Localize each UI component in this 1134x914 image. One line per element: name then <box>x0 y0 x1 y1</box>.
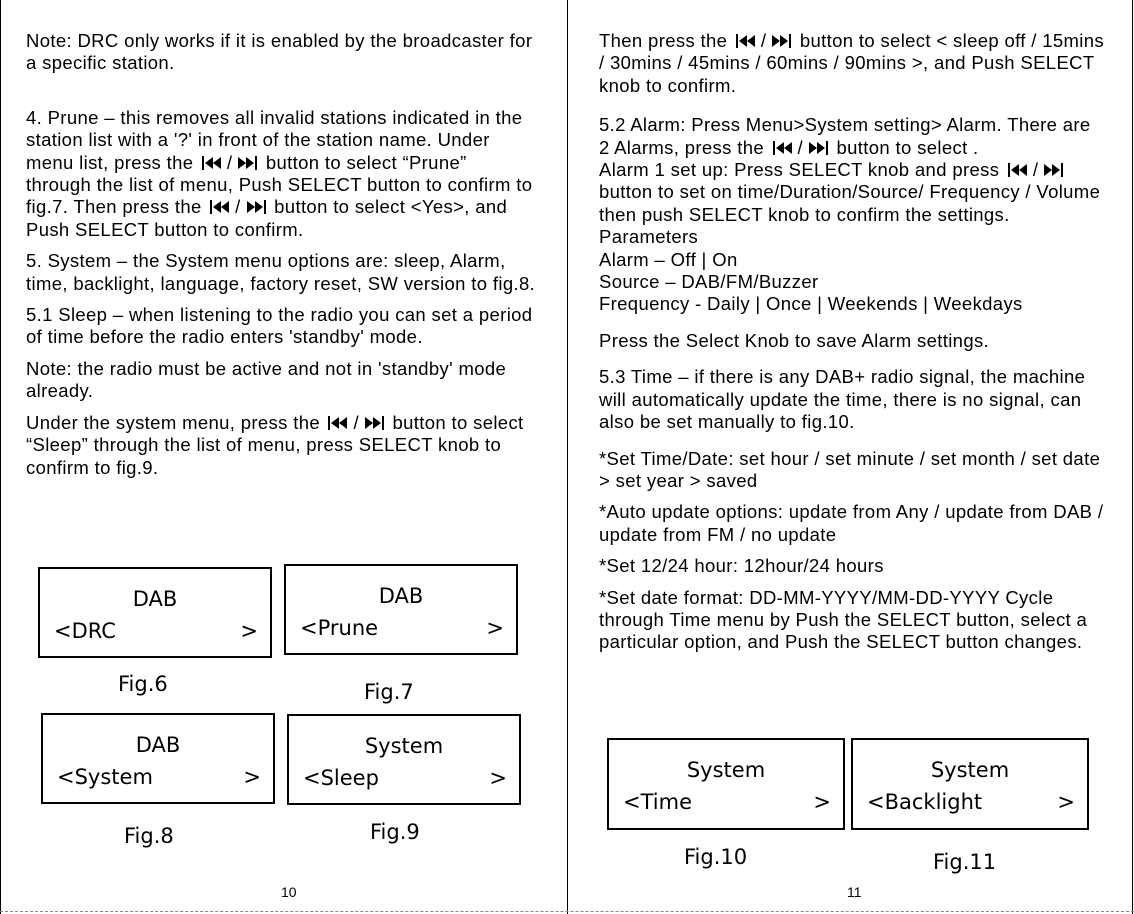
parameters-heading: Parameters <box>599 226 699 248</box>
icon-separator: / <box>226 151 233 173</box>
then-text-b: button to select < sleep off / 15mins / 30mins / 45mins / 60mins / 90mins >, and Push SELECT knob to confirm. <box>599 30 1104 96</box>
skip-back-icon <box>1007 162 1031 178</box>
lcd-title: System <box>364 734 444 758</box>
active-note: Note: the radio must be active and not in 'standby' mode already. <box>26 357 507 402</box>
lcd-arrow: > <box>486 616 504 640</box>
skip-back-icon <box>209 199 233 215</box>
lcd-title: System <box>930 758 1010 782</box>
skip-back-icon <box>735 33 759 49</box>
prune-text-a: 4. Prune – this removes all invalid stations indicated in the station list with a '?' in front of the station name. Under menu list, press the <box>26 106 523 173</box>
under-text-a: Under the system menu, press the <box>26 411 320 433</box>
icon-separator: / <box>235 196 241 218</box>
lcd-title: System <box>686 758 766 782</box>
right-column <box>599 30 1104 663</box>
alarm-text-d: button to set on time/Duration/Source/ Frequency / Volume then push SELECT knob to confirm the settings. <box>599 181 1101 225</box>
page-number-right: 11 <box>847 884 862 900</box>
skip-forward-icon <box>805 140 829 156</box>
set-1224-paragraph: *Set 12/24 hour: 12hour/24 hours <box>599 555 884 577</box>
page-number-left: 10 <box>281 884 297 900</box>
under-system-paragraph <box>26 412 536 479</box>
fig-caption-9: Fig.9 <box>370 820 420 844</box>
lcd-arrow: > <box>240 619 258 643</box>
skip-back-icon <box>327 415 351 431</box>
set-time-paragraph: *Set Time/Date: set hour / set minute / set month / set date > set year > saved <box>599 447 1101 491</box>
under-text-b: button to select “Sleep” through the list of menu, press SELECT knob to confirm to fig.9. <box>26 411 524 478</box>
fig-caption-7: Fig.7 <box>364 680 414 704</box>
lcd-arrow: > <box>243 765 261 789</box>
drc-note: Note: DRC only works if it is enabled by the broadcaster for a specific station. <box>26 30 533 74</box>
param-alarm: Alarm – Off | On <box>599 248 738 270</box>
fig-caption-8: Fig.8 <box>124 824 174 848</box>
lcd-figure-11 <box>851 738 1089 830</box>
lcd-figure-10 <box>607 738 845 830</box>
skip-forward-icon <box>234 155 258 171</box>
lcd-title: DAB <box>135 733 181 757</box>
icon-separator: / <box>353 411 359 433</box>
lcd-figure-8 <box>41 713 275 804</box>
page-divider <box>567 0 568 914</box>
alarm1-paragraph <box>599 159 1104 226</box>
auto-update-paragraph: *Auto update options: update from Any / update from DAB / update from FM / no update <box>599 501 1104 545</box>
prune-text-b: button to select “Prune” through the list of menu, Push SELECT button to confirm to fig.7. Then press the <box>26 151 533 218</box>
param-frequency: Frequency - Daily | Once | Weekends | Weekdays <box>599 293 1023 315</box>
lcd-menu-item: <DRC <box>54 619 116 643</box>
skip-back-icon <box>201 155 225 171</box>
lcd-figure-7 <box>284 564 518 655</box>
alarm-paragraph <box>599 114 1104 159</box>
skip-forward-icon <box>1040 162 1064 178</box>
then-text-a: Then press the <box>599 30 728 51</box>
lcd-menu-item: <Prune <box>300 616 379 640</box>
right-page-edge <box>1132 0 1133 914</box>
lcd-title: DAB <box>132 587 178 611</box>
alarm-text-b: button to select . <box>836 136 979 158</box>
prune-paragraph <box>26 107 536 241</box>
bottom-rule <box>0 911 1134 912</box>
lcd-menu-item: <Time <box>623 790 692 814</box>
lcd-title: DAB <box>378 584 424 608</box>
alarm-text-c: Alarm 1 set up: Press SELECT knob and press <box>599 159 1000 181</box>
icon-separator: / <box>1032 159 1039 181</box>
skip-forward-icon <box>768 33 792 49</box>
lcd-arrow: > <box>813 790 831 814</box>
fig-caption-10: Fig.10 <box>684 845 748 869</box>
left-page-edge <box>0 0 1 914</box>
alarm-text-a: 5.2 Alarm: Press Menu>System setting> Alarm. There are 2 Alarms, press the <box>599 114 1091 158</box>
fig-caption-11: Fig.11 <box>933 850 997 874</box>
param-source: Source – DAB/FM/Buzzer <box>599 271 819 293</box>
icon-separator: / <box>797 136 803 158</box>
date-format-paragraph: *Set date format: DD-MM-YYYY/MM-DD-YYYY Cycle through Time menu by Push the SELECT button, select a particular option, and Push the SELECT button changes. <box>599 586 1088 653</box>
lcd-figure-9 <box>287 714 521 805</box>
then-paragraph <box>599 30 1104 97</box>
lcd-arrow: > <box>1057 790 1075 814</box>
press-select-paragraph: Press the Select Knob to save Alarm settings. <box>599 329 990 351</box>
lcd-arrow: > <box>489 766 507 790</box>
left-column <box>26 30 536 488</box>
icon-separator: / <box>760 30 767 51</box>
time-paragraph: 5.3 Time – if there is any DAB+ radio signal, the machine will automatically update the time, there is no signal, can also be set manually to fig.10. <box>599 366 1086 433</box>
fig-caption-6: Fig.6 <box>118 672 168 696</box>
lcd-menu-item: <Sleep <box>303 766 379 790</box>
skip-forward-icon <box>361 415 385 431</box>
sleep-paragraph: 5.1 Sleep – when listening to the radio you can set a period of time before the radio enters 'standby' mode. <box>26 304 533 348</box>
skip-forward-icon <box>243 199 267 215</box>
skip-back-icon <box>772 140 796 156</box>
lcd-menu-item: <System <box>57 765 153 789</box>
lcd-menu-item: <Backlight <box>867 790 983 814</box>
system-paragraph: 5. System – the System menu options are: sleep, Alarm, time, backlight, language, factory reset, SW version to fig.8. <box>26 250 536 294</box>
prune-text-c: button to select <Yes>, and Push SELECT button to confirm. <box>26 196 508 240</box>
lcd-figure-6 <box>38 567 272 658</box>
